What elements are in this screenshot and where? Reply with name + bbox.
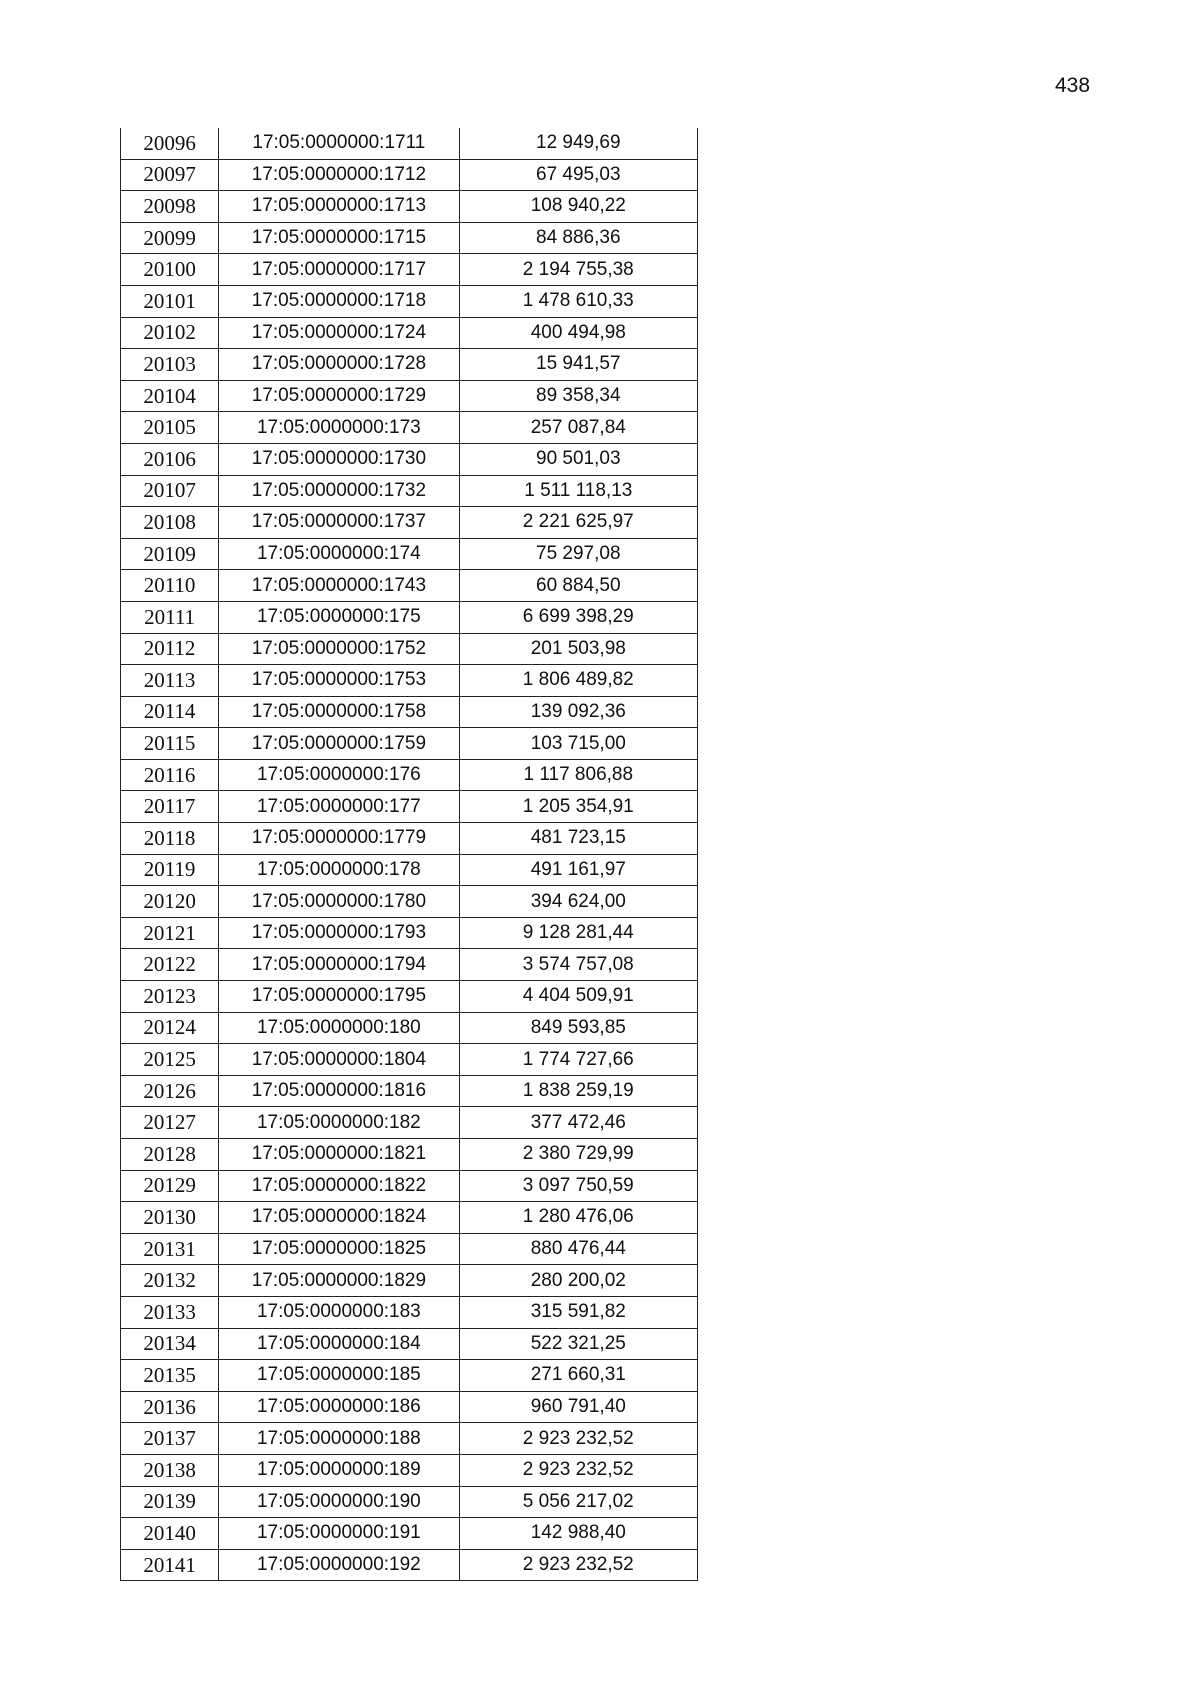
cadastral-value-table (120, 128, 698, 1581)
row-number-cell: 20118 (121, 823, 219, 855)
table-row (121, 1202, 698, 1234)
value-cell: 142 988,40 (459, 1518, 697, 1550)
value-cell: 5 056 217,02 (459, 1486, 697, 1518)
value-cell: 2 923 232,52 (459, 1549, 697, 1581)
table-row (121, 696, 698, 728)
table-row (121, 1139, 698, 1171)
row-number-cell: 20098 (121, 191, 219, 223)
value-cell: 377 472,46 (459, 1107, 697, 1139)
value-cell: 1 117 806,88 (459, 759, 697, 791)
cadastral-number-cell: 17:05:0000000:174 (219, 538, 459, 570)
row-number-cell: 20121 (121, 917, 219, 949)
value-cell: 2 923 232,52 (459, 1454, 697, 1486)
row-number-cell: 20137 (121, 1423, 219, 1455)
table-row (121, 1012, 698, 1044)
table-row (121, 349, 698, 381)
cadastral-number-cell: 17:05:0000000:176 (219, 759, 459, 791)
table-row (121, 1075, 698, 1107)
row-number-cell: 20126 (121, 1075, 219, 1107)
row-number-cell: 20111 (121, 601, 219, 633)
row-number-cell: 20120 (121, 886, 219, 918)
cadastral-number-cell: 17:05:0000000:183 (219, 1296, 459, 1328)
row-number-cell: 20108 (121, 507, 219, 539)
row-number-cell: 20138 (121, 1454, 219, 1486)
table-row (121, 191, 698, 223)
value-cell: 400 494,98 (459, 317, 697, 349)
cadastral-number-cell: 17:05:0000000:173 (219, 412, 459, 444)
row-number-cell: 20106 (121, 443, 219, 475)
cadastral-number-cell: 17:05:0000000:1816 (219, 1075, 459, 1107)
cadastral-number-cell: 17:05:0000000:188 (219, 1423, 459, 1455)
row-number-cell: 20136 (121, 1391, 219, 1423)
table-row (121, 128, 698, 159)
row-number-cell: 20097 (121, 159, 219, 191)
table-row (121, 222, 698, 254)
value-cell: 315 591,82 (459, 1296, 697, 1328)
row-number-cell: 20129 (121, 1170, 219, 1202)
table-row (121, 791, 698, 823)
table-row (121, 475, 698, 507)
value-cell: 880 476,44 (459, 1233, 697, 1265)
cadastral-number-cell: 17:05:0000000:186 (219, 1391, 459, 1423)
row-number-cell: 20133 (121, 1296, 219, 1328)
cadastral-number-cell: 17:05:0000000:191 (219, 1518, 459, 1550)
cadastral-number-cell: 17:05:0000000:1732 (219, 475, 459, 507)
value-cell: 2 923 232,52 (459, 1423, 697, 1455)
value-cell: 103 715,00 (459, 728, 697, 760)
row-number-cell: 20131 (121, 1233, 219, 1265)
row-number-cell: 20109 (121, 538, 219, 570)
row-number-cell: 20100 (121, 254, 219, 286)
row-number-cell: 20117 (121, 791, 219, 823)
table-row (121, 759, 698, 791)
table-row (121, 1360, 698, 1392)
value-cell: 1 838 259,19 (459, 1075, 697, 1107)
cadastral-number-cell: 17:05:0000000:1713 (219, 191, 459, 223)
value-cell: 15 941,57 (459, 349, 697, 381)
cadastral-number-cell: 17:05:0000000:1780 (219, 886, 459, 918)
table-row (121, 1044, 698, 1076)
row-number-cell: 20115 (121, 728, 219, 760)
row-number-cell: 20103 (121, 349, 219, 381)
row-number-cell: 20124 (121, 1012, 219, 1044)
row-number-cell: 20104 (121, 380, 219, 412)
row-number-cell: 20113 (121, 665, 219, 697)
cadastral-number-cell: 17:05:0000000:178 (219, 854, 459, 886)
row-number-cell: 20119 (121, 854, 219, 886)
value-cell: 1 511 118,13 (459, 475, 697, 507)
table-row (121, 1233, 698, 1265)
row-number-cell: 20096 (121, 128, 219, 159)
cadastral-number-cell: 17:05:0000000:190 (219, 1486, 459, 1518)
cadastral-number-cell: 17:05:0000000:175 (219, 601, 459, 633)
table-row (121, 633, 698, 665)
value-cell: 522 321,25 (459, 1328, 697, 1360)
cadastral-number-cell: 17:05:0000000:1711 (219, 128, 459, 159)
row-number-cell: 20099 (121, 222, 219, 254)
cadastral-number-cell: 17:05:0000000:1758 (219, 696, 459, 728)
cadastral-number-cell: 17:05:0000000:1821 (219, 1139, 459, 1171)
table-row (121, 159, 698, 191)
row-number-cell: 20141 (121, 1549, 219, 1581)
table-row (121, 538, 698, 570)
table-row (121, 507, 698, 539)
row-number-cell: 20123 (121, 981, 219, 1013)
table-body (121, 128, 698, 1581)
table-row (121, 981, 698, 1013)
row-number-cell: 20139 (121, 1486, 219, 1518)
value-cell: 1 478 610,33 (459, 285, 697, 317)
value-cell: 1 774 727,66 (459, 1044, 697, 1076)
value-cell: 4 404 509,91 (459, 981, 697, 1013)
value-cell: 6 699 398,29 (459, 601, 697, 633)
cadastral-number-cell: 17:05:0000000:1825 (219, 1233, 459, 1265)
row-number-cell: 20101 (121, 285, 219, 317)
row-number-cell: 20112 (121, 633, 219, 665)
value-cell: 3 097 750,59 (459, 1170, 697, 1202)
table-row (121, 1170, 698, 1202)
table-row (121, 1107, 698, 1139)
cadastral-number-cell: 17:05:0000000:1717 (219, 254, 459, 286)
cadastral-number-cell: 17:05:0000000:1737 (219, 507, 459, 539)
cadastral-number-cell: 17:05:0000000:1804 (219, 1044, 459, 1076)
table-row (121, 317, 698, 349)
table-row (121, 917, 698, 949)
cadastral-number-cell: 17:05:0000000:180 (219, 1012, 459, 1044)
cadastral-number-cell: 17:05:0000000:1730 (219, 443, 459, 475)
value-cell: 1 806 489,82 (459, 665, 697, 697)
row-number-cell: 20110 (121, 570, 219, 602)
cadastral-number-cell: 17:05:0000000:1795 (219, 981, 459, 1013)
cadastral-number-cell: 17:05:0000000:184 (219, 1328, 459, 1360)
value-cell: 3 574 757,08 (459, 949, 697, 981)
cadastral-number-cell: 17:05:0000000:1743 (219, 570, 459, 602)
cadastral-number-cell: 17:05:0000000:1822 (219, 1170, 459, 1202)
cadastral-number-cell: 17:05:0000000:1728 (219, 349, 459, 381)
cadastral-number-cell: 17:05:0000000:1753 (219, 665, 459, 697)
table-row (121, 254, 698, 286)
table-row (121, 570, 698, 602)
table-row (121, 728, 698, 760)
cadastral-number-cell: 17:05:0000000:1794 (219, 949, 459, 981)
row-number-cell: 20116 (121, 759, 219, 791)
value-cell: 280 200,02 (459, 1265, 697, 1297)
value-cell: 491 161,97 (459, 854, 697, 886)
table-row (121, 1328, 698, 1360)
cadastral-number-cell: 17:05:0000000:1752 (219, 633, 459, 665)
table-row (121, 285, 698, 317)
table-row (121, 949, 698, 981)
row-number-cell: 20140 (121, 1518, 219, 1550)
table-row (121, 1486, 698, 1518)
row-number-cell: 20122 (121, 949, 219, 981)
value-cell: 139 092,36 (459, 696, 697, 728)
cadastral-number-cell: 17:05:0000000:1712 (219, 159, 459, 191)
value-cell: 75 297,08 (459, 538, 697, 570)
cadastral-number-cell: 17:05:0000000:1724 (219, 317, 459, 349)
cadastral-number-cell: 17:05:0000000:1759 (219, 728, 459, 760)
table-row (121, 1423, 698, 1455)
table-row (121, 665, 698, 697)
value-cell: 1 205 354,91 (459, 791, 697, 823)
table-row (121, 886, 698, 918)
cadastral-number-cell: 17:05:0000000:189 (219, 1454, 459, 1486)
row-number-cell: 20128 (121, 1139, 219, 1171)
cadastral-number-cell: 17:05:0000000:1824 (219, 1202, 459, 1234)
value-cell: 89 358,34 (459, 380, 697, 412)
cadastral-number-cell: 17:05:0000000:192 (219, 1549, 459, 1581)
row-number-cell: 20107 (121, 475, 219, 507)
cadastral-number-cell: 17:05:0000000:1793 (219, 917, 459, 949)
table-row (121, 601, 698, 633)
value-cell: 108 940,22 (459, 191, 697, 223)
value-cell: 2 194 755,38 (459, 254, 697, 286)
cadastral-number-cell: 17:05:0000000:1779 (219, 823, 459, 855)
row-number-cell: 20135 (121, 1360, 219, 1392)
table-row (121, 1518, 698, 1550)
table-row (121, 412, 698, 444)
value-cell: 271 660,31 (459, 1360, 697, 1392)
table-row (121, 1265, 698, 1297)
cadastral-number-cell: 17:05:0000000:1715 (219, 222, 459, 254)
table-row (121, 854, 698, 886)
cadastral-number-cell: 17:05:0000000:177 (219, 791, 459, 823)
value-cell: 849 593,85 (459, 1012, 697, 1044)
table-row (121, 443, 698, 475)
table-row (121, 1296, 698, 1328)
value-cell: 394 624,00 (459, 886, 697, 918)
row-number-cell: 20132 (121, 1265, 219, 1297)
value-cell: 481 723,15 (459, 823, 697, 855)
table-row (121, 1454, 698, 1486)
row-number-cell: 20127 (121, 1107, 219, 1139)
row-number-cell: 20134 (121, 1328, 219, 1360)
row-number-cell: 20102 (121, 317, 219, 349)
table-row (121, 1391, 698, 1423)
value-cell: 90 501,03 (459, 443, 697, 475)
row-number-cell: 20125 (121, 1044, 219, 1076)
value-cell: 67 495,03 (459, 159, 697, 191)
table-row (121, 1549, 698, 1581)
cadastral-number-cell: 17:05:0000000:1718 (219, 285, 459, 317)
cadastral-number-cell: 17:05:0000000:185 (219, 1360, 459, 1392)
value-cell: 84 886,36 (459, 222, 697, 254)
table-row (121, 380, 698, 412)
table-row (121, 823, 698, 855)
value-cell: 257 087,84 (459, 412, 697, 444)
value-cell: 12 949,69 (459, 128, 697, 159)
row-number-cell: 20114 (121, 696, 219, 728)
page-number: 438 (1055, 74, 1091, 97)
cadastral-number-cell: 17:05:0000000:1729 (219, 380, 459, 412)
row-number-cell: 20105 (121, 412, 219, 444)
cadastral-number-cell: 17:05:0000000:1829 (219, 1265, 459, 1297)
row-number-cell: 20130 (121, 1202, 219, 1234)
value-cell: 9 128 281,44 (459, 917, 697, 949)
cadastral-number-cell: 17:05:0000000:182 (219, 1107, 459, 1139)
value-cell: 2 221 625,97 (459, 507, 697, 539)
value-cell: 2 380 729,99 (459, 1139, 697, 1171)
value-cell: 1 280 476,06 (459, 1202, 697, 1234)
value-cell: 60 884,50 (459, 570, 697, 602)
value-cell: 960 791,40 (459, 1391, 697, 1423)
value-cell: 201 503,98 (459, 633, 697, 665)
